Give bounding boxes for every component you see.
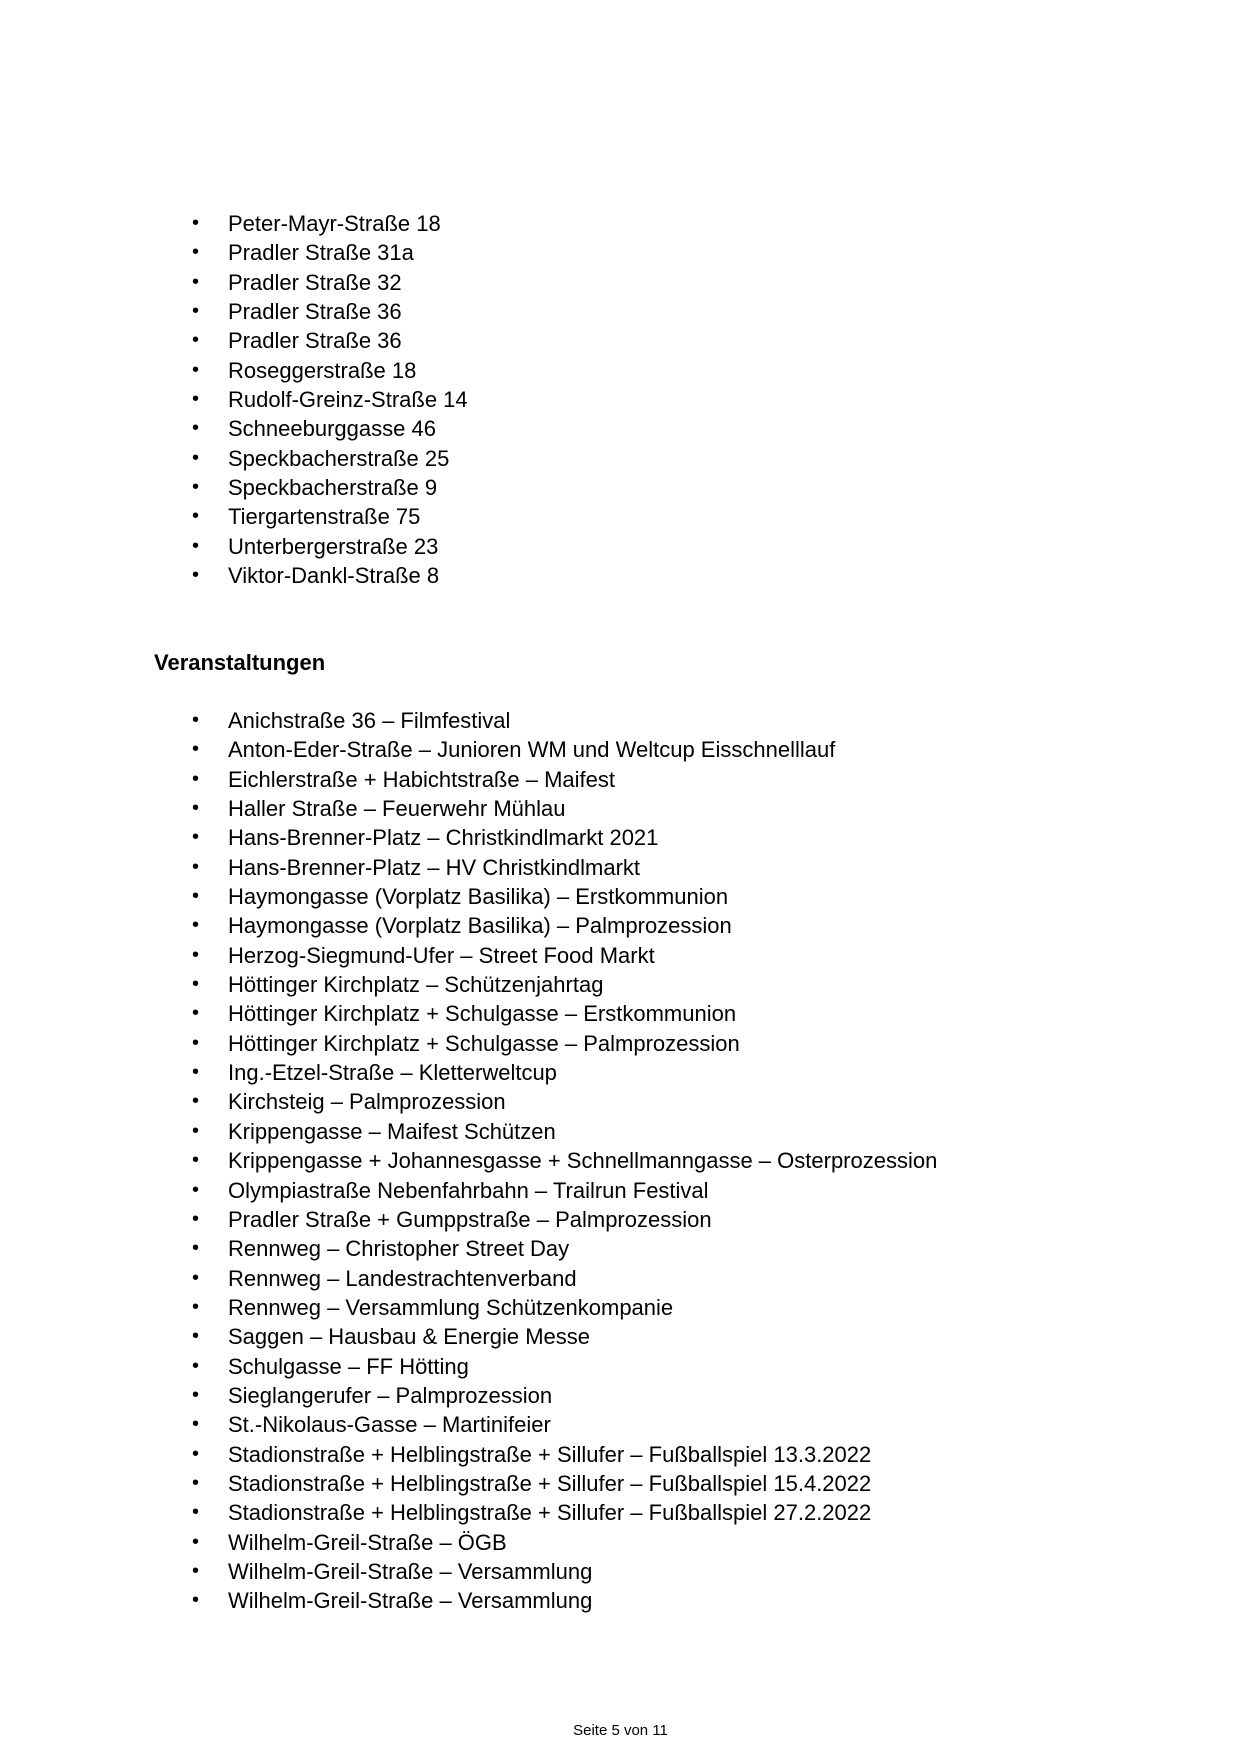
bullet-icon: • [192,446,200,469]
list-item-text: Schulgasse – FF Hötting [228,1353,469,1379]
list-item [192,1176,937,1205]
bullet-icon: • [192,1002,200,1025]
list-item-text: Peter-Mayr-Straße 18 [228,211,441,236]
list-item-text: Schneeburggasse 46 [228,416,436,442]
list-item [192,1087,937,1116]
list-item [192,326,468,355]
bullet-icon: • [192,1090,200,1113]
list-item [192,999,937,1028]
list-item [192,1469,937,1498]
list-item [192,1440,937,1469]
list-item [192,1264,937,1293]
list-item-text: Ing.-Etzel-Straße – Kletterweltcup [228,1060,557,1086]
list-item-text: Wilhelm-Greil-Straße – Versammlung [228,1558,593,1584]
list-item [192,414,468,443]
list-item-text: Viktor-Dankl-Straße 8 [228,563,440,589]
bullet-icon: • [192,1178,200,1201]
list-item-text: Pradler Straße 31a [228,240,414,266]
bullet-icon: • [192,1031,200,1054]
list-item-text: Speckbacherstraße 9 [228,475,438,501]
list-item [192,1381,937,1410]
bullet-icon: • [192,885,200,908]
page-number-footer: Seite 5 von 11 [573,1722,668,1739]
list-item [192,561,468,590]
list-item [192,1029,937,1058]
list-item-text: Stadionstraße + Helblingstraße + Sillufer – Fußballspiel 13.3.2022 [228,1441,872,1467]
bullet-icon: • [192,388,200,411]
bullet-icon: • [192,1442,200,1465]
list-item [192,794,937,823]
list-item-text: Rudolf-Greinz-Straße 14 [228,387,468,413]
section-heading-events: Veranstaltungen [154,650,326,675]
list-item-text: Rennweg – Landestrachtenverband [228,1265,577,1291]
list-item [192,268,468,297]
list-item-text: St.-Nikolaus-Gasse – Martinifeier [228,1412,551,1438]
list-item-text: Speckbacherstraße 25 [228,445,450,471]
list-item [192,1293,937,1322]
list-item-text: Tiergartenstraße 75 [228,504,421,530]
bullet-icon: • [192,797,200,820]
list-item-text: Anichstraße 36 – Filmfestival [228,708,511,733]
bullet-icon: • [192,1501,200,1524]
bullet-icon: • [192,241,200,264]
bullet-icon: • [192,1471,200,1494]
list-item-text: Anton-Eder-Straße – Junioren WM und Weltcup Eisschnelllauf [228,737,836,763]
list-item [192,706,937,735]
bullet-icon: • [192,212,200,234]
bullet-icon: • [192,1237,200,1260]
list-item [192,385,468,414]
bullet-icon: • [192,767,200,790]
list-item-text: Herzog-Siegmund-Ufer – Street Food Markt [228,942,655,968]
list-item-text: Krippengasse + Johannesgasse + Schnellmanngasse – Osterprozession [228,1148,938,1174]
list-item-text: Wilhelm-Greil-Straße – Versammlung [228,1588,593,1614]
list-item-text: Pradler Straße + Gumppstraße – Palmprozession [228,1206,712,1232]
list-item [192,297,468,326]
bullet-icon: • [192,709,200,731]
list-item [192,502,468,531]
bullet-icon: • [192,270,200,293]
bullet-icon: • [192,1589,200,1612]
bullet-icon: • [192,534,200,557]
list-item [192,823,937,852]
list-item-text: Roseggerstraße 18 [228,357,417,383]
list-item-text: Hans-Brenner-Platz – HV Christkindlmarkt [228,854,641,880]
list-item [192,765,937,794]
list-item-text: Hans-Brenner-Platz – Christkindlmarkt 2021 [228,825,659,851]
list-item [192,1528,937,1557]
bullet-icon: • [192,1119,200,1142]
bullet-icon: • [192,973,200,996]
list-item-text: Pradler Straße 36 [228,328,402,354]
bullet-icon: • [192,505,200,528]
bullet-icon: • [192,855,200,878]
list-item-text: Stadionstraße + Helblingstraße + Sillufer – Fußballspiel 15.4.2022 [228,1470,872,1496]
list-item-text: Höttinger Kirchplatz + Schulgasse – Erstkommunion [228,1001,737,1027]
list-item-text: Saggen – Hausbau & Energie Messe [228,1324,591,1350]
list-item-text: Stadionstraße + Helblingstraße + Sillufer – Fußballspiel 27.2.2022 [228,1500,872,1526]
list-item [192,473,468,502]
events-list [192,706,937,1616]
list-item-text: Olympiastraße Nebenfahrbahn – Trailrun Festival [228,1177,709,1203]
list-item [192,1410,937,1439]
list-item [192,1058,937,1087]
bullet-icon: • [192,1207,200,1230]
bullet-icon: • [192,1354,200,1377]
list-item-text: Haller Straße – Feuerwehr Mühlau [228,796,566,822]
list-item [192,882,937,911]
list-item-text: Krippengasse – Maifest Schützen [228,1118,556,1144]
list-item-text: Rennweg – Versammlung Schützenkompanie [228,1294,674,1320]
bullet-icon: • [192,1325,200,1348]
list-item [192,1586,937,1615]
bullet-icon: • [192,358,200,381]
list-item-text: Pradler Straße 36 [228,299,402,325]
list-item [192,209,468,238]
list-item-text: Wilhelm-Greil-Straße – ÖGB [228,1529,507,1555]
list-item [192,735,937,764]
list-item [192,356,468,385]
list-item [192,444,468,473]
list-item-text: Haymongasse (Vorplatz Basilika) – Erstkommunion [228,884,729,910]
bullet-icon: • [192,329,200,352]
list-item [192,911,937,940]
bullet-icon: • [192,826,200,849]
list-item [192,1205,937,1234]
list-item [192,1352,937,1381]
list-item-text: Höttinger Kirchplatz – Schützenjahrtag [228,972,604,998]
bullet-icon: • [192,1295,200,1318]
list-item [192,853,937,882]
bullet-icon: • [192,1149,200,1172]
bullet-icon: • [192,943,200,966]
list-item [192,1557,937,1586]
address-list [192,209,468,590]
list-item [192,1234,937,1263]
list-item-text: Pradler Straße 32 [228,269,402,295]
list-item [192,1498,937,1527]
bullet-icon: • [192,1383,200,1406]
bullet-icon: • [192,417,200,440]
bullet-icon: • [192,476,200,499]
bullet-icon: • [192,738,200,761]
list-item [192,1117,937,1146]
bullet-icon: • [192,1530,200,1553]
list-item [192,532,468,561]
list-item-text: Höttinger Kirchplatz + Schulgasse – Palmprozession [228,1030,740,1056]
list-item-text: Sieglangerufer – Palmprozession [228,1382,553,1408]
bullet-icon: • [192,1559,200,1582]
bullet-icon: • [192,914,200,937]
bullet-icon: • [192,1061,200,1084]
list-item [192,1322,937,1351]
list-item-text: Rennweg – Christopher Street Day [228,1236,570,1262]
list-item [192,1146,937,1175]
bullet-icon: • [192,1413,200,1436]
list-item-text: Haymongasse (Vorplatz Basilika) – Palmprozession [228,913,732,939]
list-item-text: Eichlerstraße + Habichtstraße – Maifest [228,766,615,792]
bullet-icon: • [192,300,200,323]
bullet-icon: • [192,1266,200,1289]
list-item [192,970,937,999]
list-item [192,941,937,970]
list-item [192,238,468,267]
list-item-text: Kirchsteig – Palmprozession [228,1089,506,1115]
bullet-icon: • [192,564,200,587]
list-item-text: Unterbergerstraße 23 [228,533,439,559]
